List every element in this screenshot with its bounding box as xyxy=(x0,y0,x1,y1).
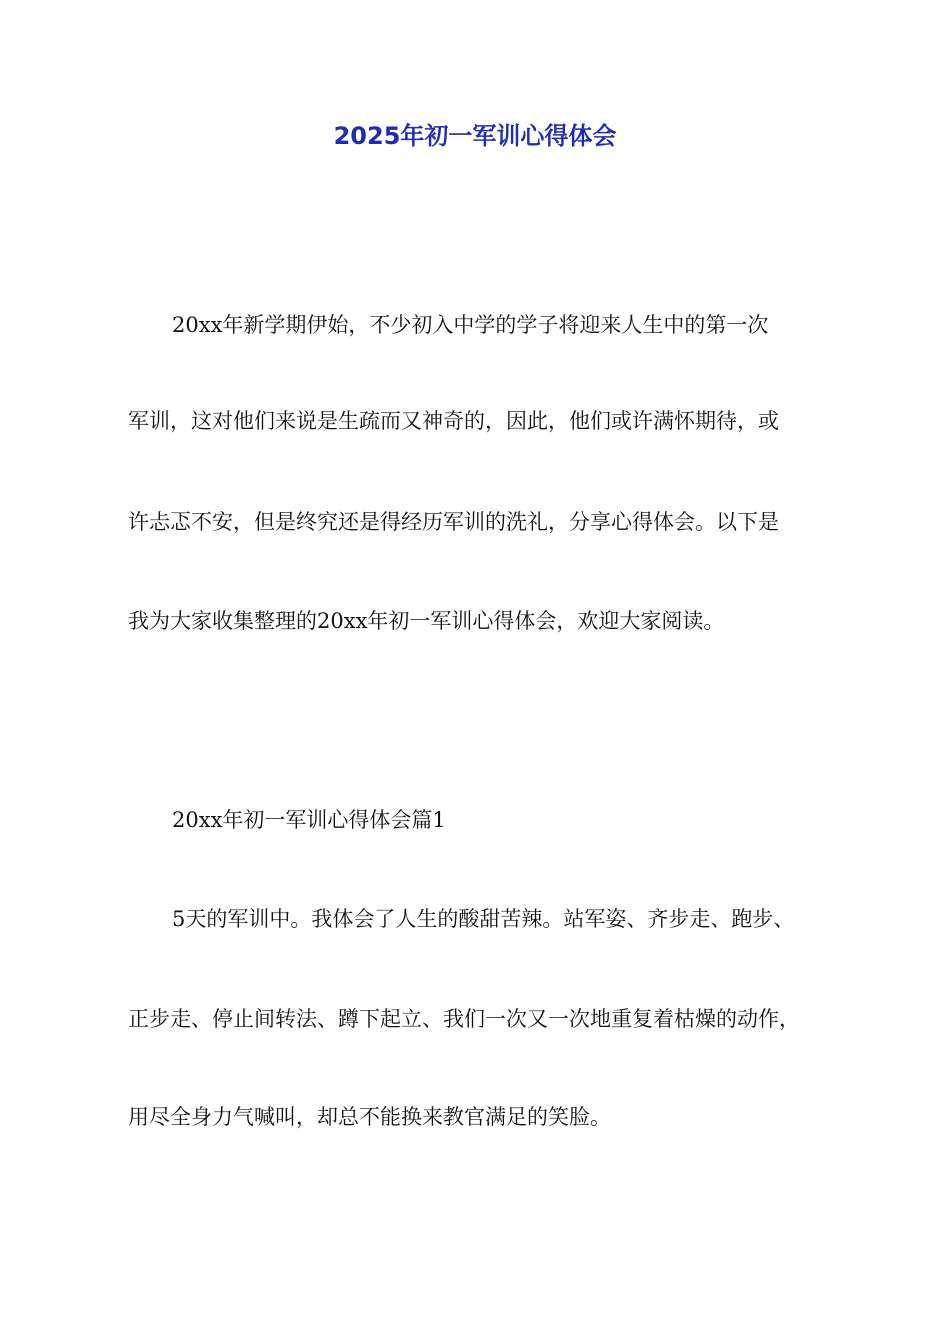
section-heading: 20xx年初一军训心得体会篇1 xyxy=(172,808,446,832)
body-line-2: 正步走、停止间转法、蹲下起立、我们一次又一次地重复着枯燥的动作， xyxy=(128,1007,800,1031)
intro-line-2: 军训，这对他们来说是生疏而又神奇的，因此，他们或许满怀期待，或 xyxy=(128,409,779,433)
intro-line-4: 我为大家收集整理的20xx年初一军训心得体会，欢迎大家阅读。 xyxy=(128,609,725,633)
document-title: 2025年初一军训心得体会 xyxy=(333,122,617,150)
body-line-1: 5天的军训中。我体会了人生的酸甜苦辣。站军姿、齐步走、跑步、 xyxy=(172,907,795,931)
body-line-3: 用尽全身力气喊叫，却总不能换来教官满足的笑脸。 xyxy=(128,1105,611,1129)
intro-line-1: 20xx年新学期伊始，不少初入中学的学子将迎来人生中的第一次 xyxy=(172,313,769,337)
intro-line-3: 许忐忑不安，但是终究还是得经历军训的洗礼，分享心得体会。以下是 xyxy=(128,510,779,534)
